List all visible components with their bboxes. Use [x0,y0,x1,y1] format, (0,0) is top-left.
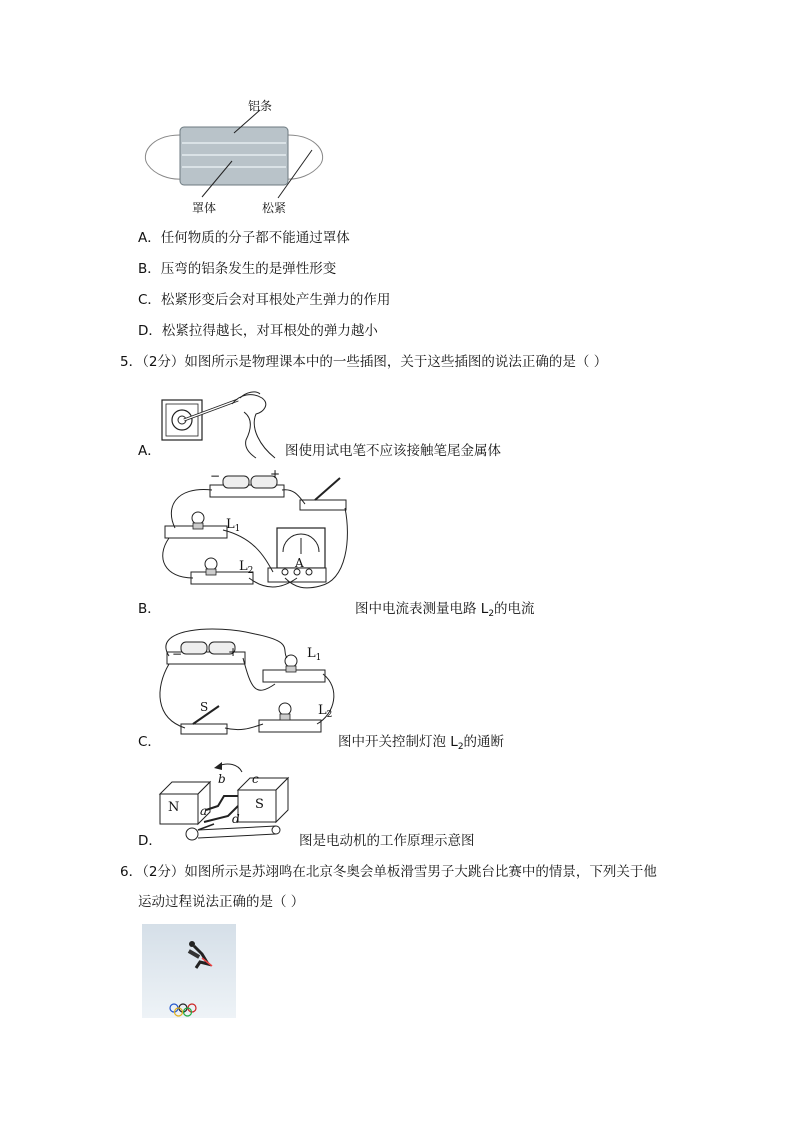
q4-option-b [138,260,336,278]
battery-minus-label: − [210,469,221,483]
label-aluminum-strip: 铝条 [248,99,273,113]
q4-option-d [138,322,378,340]
option-letter: C． [138,292,161,308]
option-letter: A． [138,230,161,246]
test-pen-figure [160,388,290,460]
snowboarder-photo [142,924,236,1018]
label-elastic-band: 松紧 [262,201,287,215]
label-mask-body: 罩体 [192,201,217,215]
option-letter: D． [138,833,162,849]
battery-plus-label: + [270,467,281,481]
q5-option-d-text: 图是电动机的工作原理示意图 [299,833,475,849]
label-n-pole: N [168,800,180,815]
label-a: a [200,804,208,818]
label-l2: $L_2$ [318,703,333,720]
ammeter-label: A [295,556,304,570]
label-s-pole: S [255,797,264,812]
label-l2: $L_2$ [239,559,254,576]
battery-plus-label: + [228,645,239,659]
q6-stem-line2: 运动过程说法正确的是（ ） [138,894,305,910]
option-letter: A． [138,443,161,459]
switch-label: S [200,700,209,714]
label-c: c [252,772,259,786]
option-text: 松紧形变后会对耳根处产生弹力的作用 [160,292,391,308]
q5-option-b-text: 图中电流表测量电路 $L_2$的电流 [355,601,535,619]
label-l1: $L_1$ [226,517,241,534]
q6-stem-line1: 6．（2分）如图所示是苏翊鸣在北京冬奥会单板滑雪男子大跳台比赛中的情景，下列关于他 [120,864,657,880]
ammeter-circuit-figure [155,468,355,608]
battery-minus-label: − [172,647,183,661]
label-d: d [232,812,240,826]
q5-option-a [138,442,161,460]
option-letter: D． [138,323,162,339]
mask-illustration [140,95,340,220]
option-text: 压弯的铝条发生的是弹性形变 [160,261,337,277]
q4-option-a [138,229,350,247]
option-text: 松紧拉得越长，对耳根处的弹力越小 [161,323,378,339]
option-text: 任何物质的分子都不能通过罩体 [160,230,350,246]
q5-option-c [138,733,161,751]
q5-option-d [138,832,162,850]
q5-option-a-text: 图使用试电笔不应该接触笔尾金属体 [285,443,501,459]
q5-option-b [138,600,161,618]
option-letter: B． [138,601,161,617]
q5-option-c-text: 图中开关控制灯泡 $L_2$的通断 [338,734,505,752]
label-b: b [218,772,226,786]
mask-figure [140,95,340,220]
label-l1: $L_1$ [307,646,322,663]
q5-stem: 5．（2分）如图所示是物理课本中的一些插图，关于这些插图的说法正确的是（ ） [120,354,608,370]
option-letter: B． [138,261,161,277]
option-letter: C． [138,734,161,750]
q4-option-c [138,291,390,309]
